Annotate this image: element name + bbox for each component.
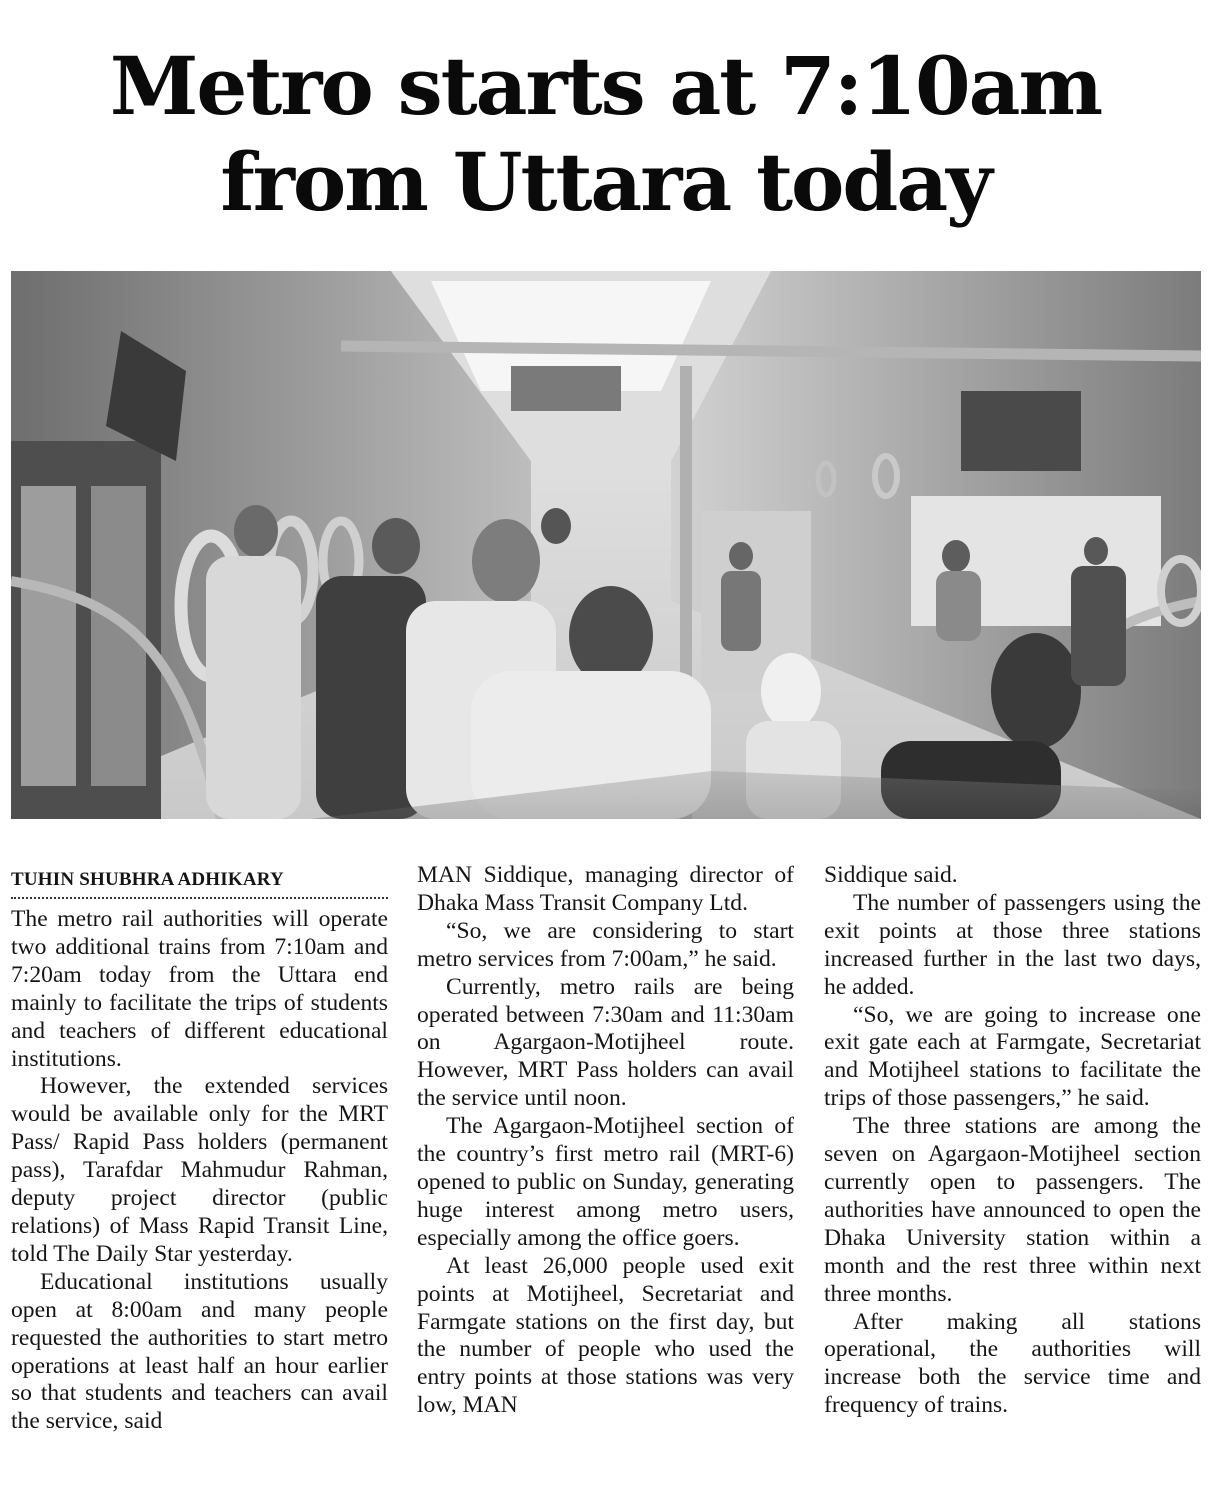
metro-carriage-photo	[11, 271, 1201, 819]
col2-paragraph-5: At least 26,000 people used exit points at Motijheel, Secretariat and Farmgate stations on the first day, but the number of people who used the entry points at those stations was very low, MAN	[417, 1252, 794, 1419]
col2-paragraph-3: Currently, metro rails are being operated between 7:30am and 11:30am on Agargaon-Motijheel route. However, MRT Pass holders can avail the service until noon.	[417, 973, 794, 1112]
byline: TUHIN SHUBHRA ADHIKARY	[11, 869, 284, 890]
article-column-1	[11, 868, 388, 1436]
headline-line-1: Metro starts at 7:10am	[109, 39, 1102, 133]
byline-divider	[11, 897, 388, 899]
col3-paragraph-2: The number of passengers using the exit points at those three stations increased further in the last two days, he added.	[824, 889, 1201, 1000]
headline	[0, 38, 1211, 230]
col3-paragraph-5: After making all stations operational, the authorities will increase both the service time and frequency of trains.	[824, 1308, 1201, 1419]
col3-paragraph-4: The three stations are among the seven on Agargaon-Motijheel section currently open to passengers. The authorities have announced to open the Dhaka University station within a month and the rest three within next three months.	[824, 1113, 1201, 1307]
col2-paragraph-2: “So, we are considering to start metro services from 7:00am,” he said.	[417, 917, 794, 972]
col2-paragraph-4: The Agargaon-Motijheel section of the country’s first metro rail (MRT-6) opened to public on Sunday, generating huge interest among metro users, especially among the office goers.	[417, 1113, 794, 1251]
col3-paragraph-3: “So, we are going to increase one exit gate each at Farmgate, Secretariat and Motijheel stations to facilitate the trips of those passengers,” he said.	[824, 1001, 1201, 1112]
col1-paragraph-3: Educational institutions usually open at 8:00am and many people requested the authorities to start metro operations at least half an hour earlier so that students and teachers can avail the service, said	[11, 1268, 388, 1435]
col3-paragraph-1: Siddique said.	[824, 862, 958, 888]
col1-paragraph-1: The metro rail authorities will operate two additional trains from 7:10am and 7:20am today from the Uttara end mainly to facilitate the trips of students and teachers of different educational institutions.	[11, 906, 388, 1072]
article-column-2	[417, 862, 794, 1420]
headline-line-2: from Uttara today	[220, 135, 991, 229]
article-column-3	[824, 862, 1201, 1420]
col1-paragraph-2: However, the extended services would be available only for the MRT Pass/ Rapid Pass holders (permanent pass), Tarafdar Mahmudur Rahman, deputy project director (public relations) of Mass Rapid Transit Line, told The Daily Star yesterday.	[11, 1073, 388, 1267]
col2-paragraph-1: MAN Siddique, managing director of Dhaka Mass Transit Company Ltd.	[417, 862, 794, 916]
